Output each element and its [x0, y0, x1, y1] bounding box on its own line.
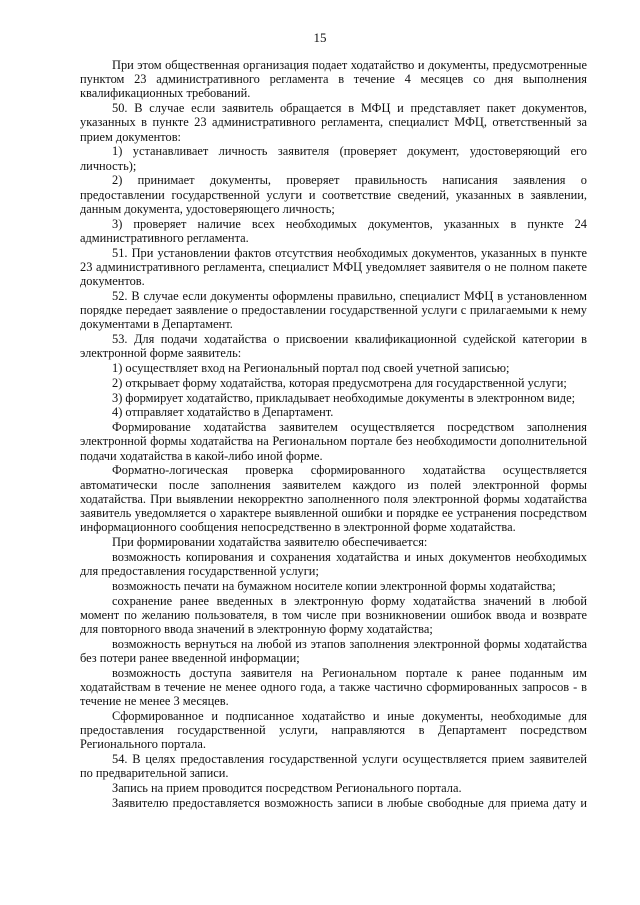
paragraph: Форматно-логическая проверка сформированного ходатайства осуществляется автоматически после заполнения заявителем каждого из полей электронной формы ходатайства. При выявлении некорректно заполненного поля электронной формы ходатайства заявитель уведомляется о характере выявленной ошибки и порядке ее устранения посредством информационного сообщения непосредственно в электронной форме ходатайства. — [80, 463, 587, 535]
paragraph: 1) устанавливает личность заявителя (проверяет документ, удостоверяющий его личность); — [80, 144, 587, 173]
paragraph: сохранение ранее введенных в электронную форму ходатайства значений в любой момент по желанию пользователя, в том числе при возникновении ошибок ввода и возврате для повторного ввода значений в электронную форму ходатайства; — [80, 593, 587, 637]
document-body — [80, 58, 587, 811]
page-number: 15 — [313, 30, 327, 45]
paragraph: возможность печати на бумажном носителе копии электронной формы ходатайства; — [112, 578, 556, 593]
paragraph: 54. В целях предоставления государственной услуги осуществляется прием заявителей по предварительной записи. — [80, 752, 587, 781]
paragraph: Сформированное и подписанное ходатайство и иные документы, необходимые для предоставления государственной услуги, направляются в Департамент посредством Регионального портала. — [80, 709, 587, 752]
paragraph: 50. В случае если заявитель обращается в МФЦ и представляет пакет документов, указанных в пункте 23 административного регламента, специалист МФЦ, ответственный за прием документов: — [80, 101, 587, 144]
paragraph: 51. При установлении фактов отсутствия необходимых документов, указанных в пункте 23 административного регламента, специалист МФЦ уведомляет заявителя о не полном пакете документов. — [80, 245, 587, 289]
paragraph: возможность доступа заявителя на Региональном портале к ранее поданным им ходатайствам в течение не менее одного года, а также частично сформированных запросов - в течение не менее 3 месяцев. — [80, 665, 587, 709]
paragraph: Заявителю предоставляется возможность записи в любые свободные для приема дату и — [112, 796, 587, 811]
paragraph: При этом общественная организация подает ходатайство и документы, предусмотренные пунктом 23 административного регламента в течение 4 месяцев со дня выполнения квалификационных требований. — [80, 58, 587, 101]
paragraph: 53. Для подачи ходатайства о присвоении квалификационной судейской категории в электронной форме заявитель: — [80, 332, 587, 361]
paragraph: 2) открывает форму ходатайства, которая предусмотрена для государственной услуги; — [112, 375, 567, 390]
paragraph: При формировании ходатайства заявителю обеспечивается: — [112, 535, 428, 550]
paragraph: Запись на прием проводится посредством Регионального портала. — [112, 781, 462, 796]
paragraph: 3) проверяет наличие всех необходимых документов, указанных в пункте 24 административного регламента. — [80, 216, 587, 245]
paragraph: Формирование ходатайства заявителем осуществляется посредством заполнения электронной формы ходатайства на Региональном портале без необходимости дополнительной подачи ходатайства в какой-либо иной форме. — [80, 420, 587, 463]
paragraph: 52. В случае если документы оформлены правильно, специалист МФЦ в установленном порядке передает заявление о предоставлении государственной услуги с прилагаемыми к нему документами в Департамент. — [80, 288, 587, 332]
paragraph: 3) формирует ходатайство, прикладывает необходимые документы в электронном виде; — [112, 390, 576, 405]
paragraph: возможность вернуться на любой из этапов заполнения электронной формы ходатайства без потери ранее введенной информации; — [80, 636, 587, 666]
paragraph: возможность копирования и сохранения ходатайства и иных документов необходимых для предоставления государственной услуги; — [80, 549, 587, 579]
paragraph: 4) отправляет ходатайство в Департамент. — [112, 405, 334, 420]
paragraph: 2) принимает документы, проверяет правильность написания заявления о предоставлении государственной услуги и соответствие сведений, указанных в заявлении, данным документа, удостоверяющего личность; — [80, 173, 587, 216]
paragraph: 1) осуществляет вход на Региональный портал под своей учетной записью; — [112, 361, 510, 376]
